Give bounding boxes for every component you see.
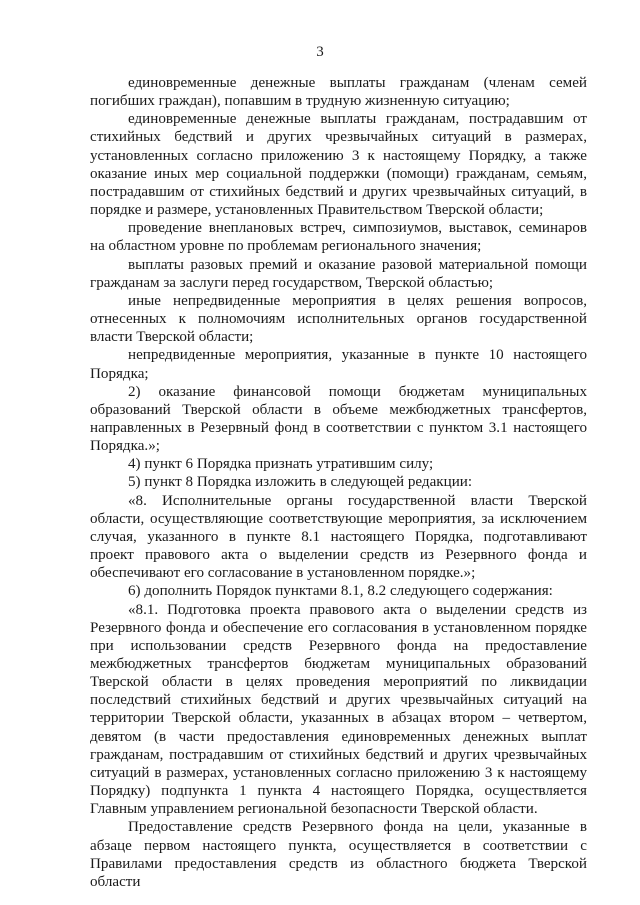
paragraph-4: выплаты разовых премий и оказание разовой материальной помощи гражданам за заслуги перед государством, Тверской областью; <box>90 256 587 291</box>
paragraph-5: иные непредвиденные мероприятия в целях решения вопросов, отнесенных к полномочиям исполнительных органов государственной власти Тверской области; <box>90 292 587 346</box>
paragraph-3: проведение внеплановых встреч, симпозиумов, выставок, семинаров на областном уровне по проблемам регионального значения; <box>90 220 587 255</box>
paragraph-8: 4) пункт 6 Порядка признать утратившим силу; <box>128 456 434 473</box>
paragraph-10: «8. Исполнительные органы государственной власти Тверской области, осуществляющие соответствующие мероприятия, за исключением случая, указанного в пункте 8.1 настоящего Порядка, подготавливают проект правового акта о выделении средств из Резервного фонда и обеспечивают его согласование в установленном порядке.»; <box>90 492 587 582</box>
paragraph-2: единовременные денежные выплаты гражданам, пострадавшим от стихийных бедствий и других чрезвычайных ситуаций в размерах, установленных согласно приложению 3 к настоящему Порядку, а также оказание иных мер социальной поддержки (помощи) гражданам, семьям, пострадавшим от стихийных бедствий и других чрезвычайных ситуаций, в порядке и размере, установленных Правительством Тверской области; <box>90 111 587 219</box>
paragraph-12: «8.1. Подготовка проекта правового акта о выделении средств из Резервного фонда и обеспечение его согласования в установленном порядке при использовании средств Резервного фонда на предоставление межбюджетных трансфертов бюджетам муниципальных образований Тверской области в целях проведения мероприятий по ликвидации последствий стихийных бедствий и других чрезвычайных ситуаций на территории Тверской области, указанных в абзацах втором – четвертом, девятом (в части предоставления единовременных денежных выплат гражданам, пострадавшим от стихийных бедствий и других чрезвычайных ситуаций в размерах, установленных согласно приложению 3 к настоящему Порядку) подпункта 1 пункта 4 настоящего Порядка, осуществляется Главным управлением региональной безопасности Тверской области. <box>90 601 587 818</box>
paragraph-6: непредвиденные мероприятия, указанные в пункте 10 настоящего Порядка; <box>90 347 587 382</box>
paragraph-11: 6) дополнить Порядок пунктами 8.1, 8.2 следующего содержания: <box>128 583 553 600</box>
paragraph-13: Предоставление средств Резервного фонда на цели, указанные в абзаце первом настоящего пункта, осуществляется в соответствии с Правилами предоставления средств из областного бюджета Тверской области <box>90 819 587 890</box>
paragraph-9: 5) пункт 8 Порядка изложить в следующей редакции: <box>128 474 473 491</box>
paragraph-7: 2) оказание финансовой помощи бюджетам муниципальных образований Тверской области в объеме межбюджетных трансфертов, направленных в Резервный фонд в соответствии с пунктом 3.1 настоящего Порядка.»; <box>90 383 587 455</box>
document-body <box>90 74 587 891</box>
paragraph-1: единовременные денежные выплаты гражданам (членам семей погибших граждан), попавшим в трудную жизненную ситуацию; <box>90 75 587 110</box>
page-number: 3 <box>316 44 324 60</box>
